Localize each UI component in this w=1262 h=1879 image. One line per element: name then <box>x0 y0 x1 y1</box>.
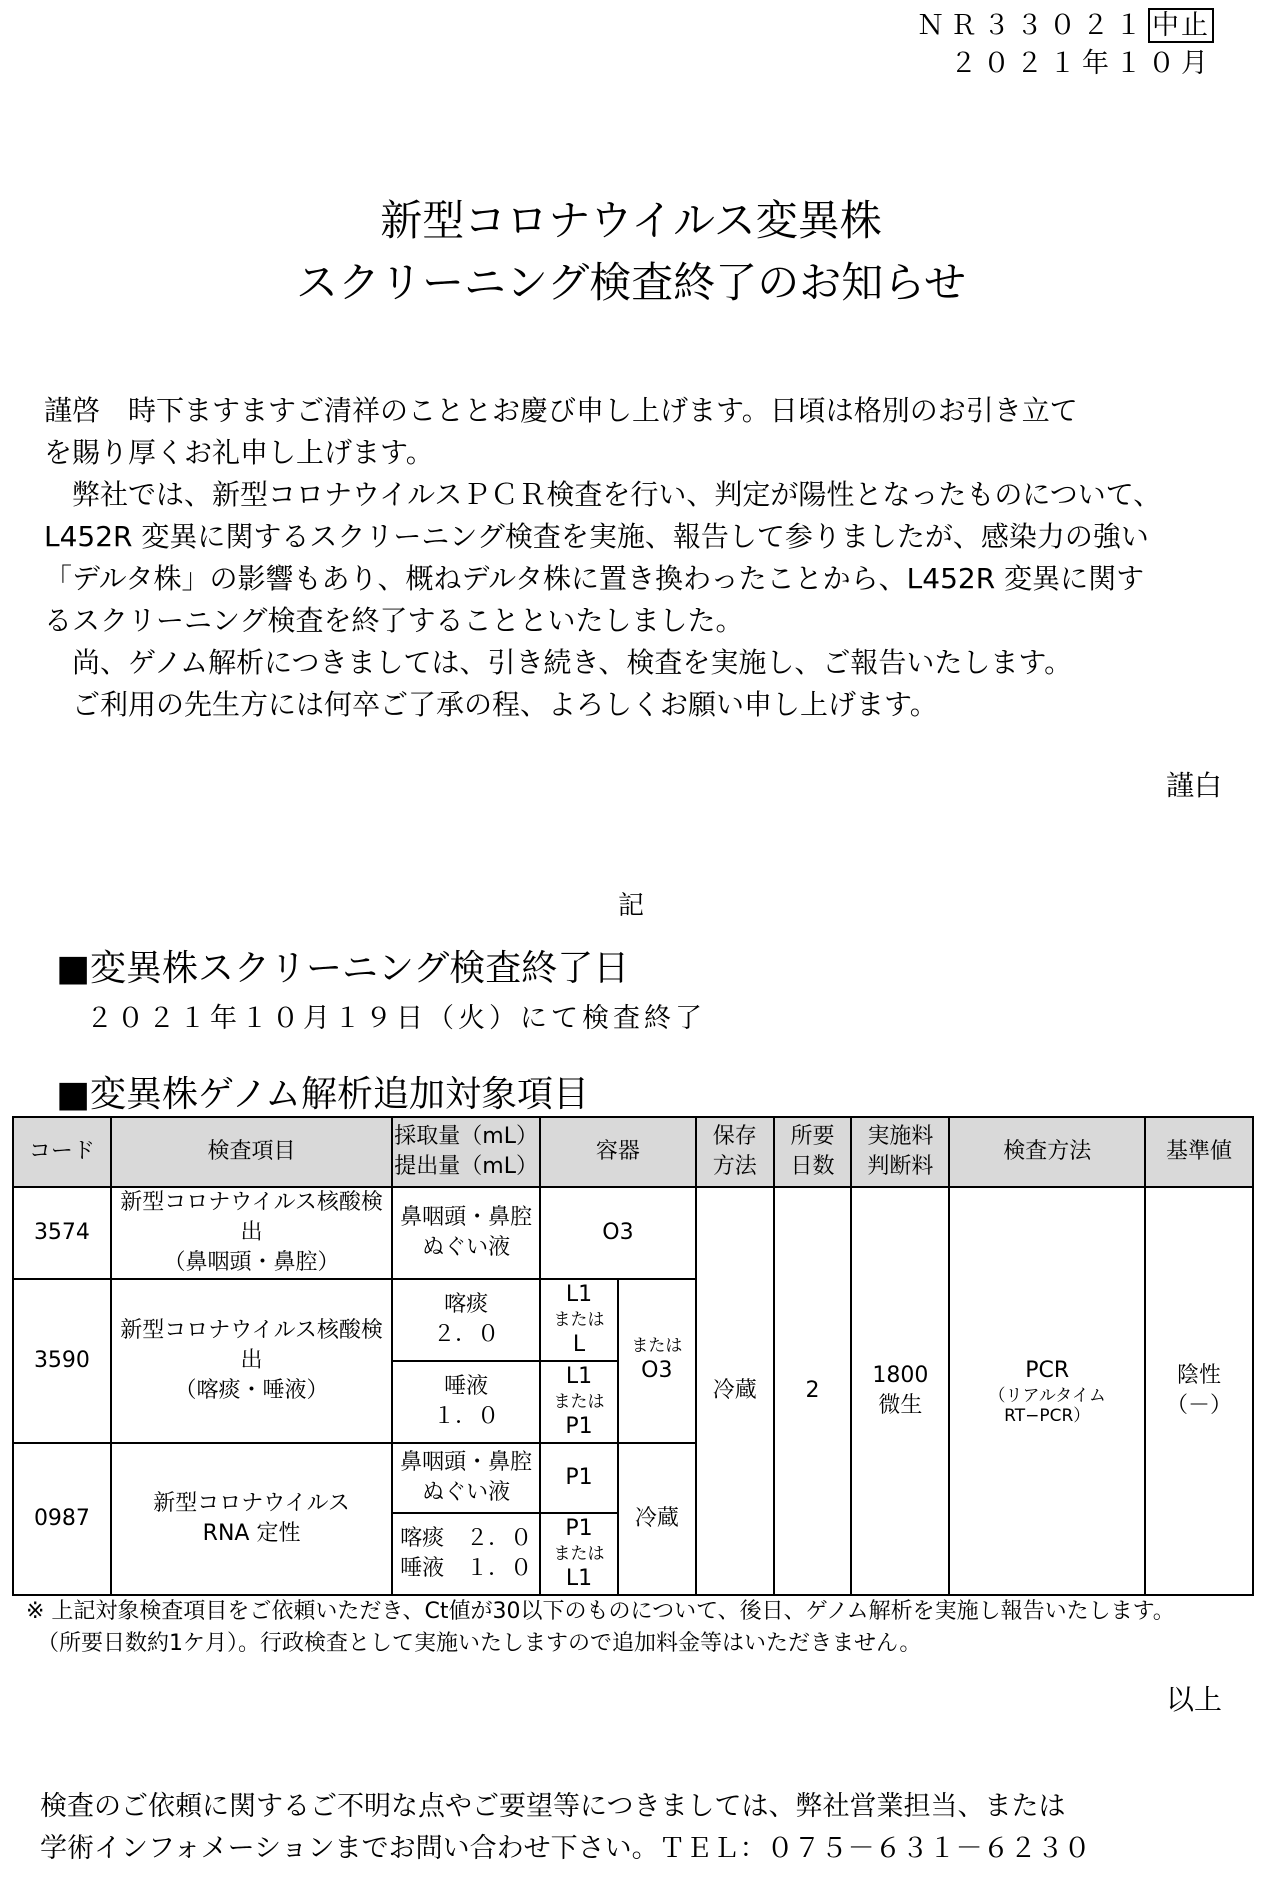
cell-code: 0987 <box>13 1443 111 1595</box>
body-line: 尚、ゲノム解析につきましては、引き続き、検査を実施し、ご報告いたします。 <box>44 646 1073 679</box>
container-or: または <box>553 1392 605 1412</box>
cell-item <box>111 1279 392 1443</box>
closing-ijo: 以上 <box>1165 1683 1222 1716</box>
container-line: L <box>572 1332 586 1357</box>
note-line: ※ 上記対象検査項目をご依頼いただき、Ct値が30以下のものについて、後日、ゲノム解析を実施し報告いたします。 <box>26 1599 1175 1624</box>
section1-heading: ■変異株スクリーニング検査終了日 <box>56 948 630 989</box>
container-line: L1 <box>565 1566 593 1591</box>
header-fee <box>851 1117 949 1187</box>
cell-volume <box>392 1513 540 1595</box>
status-box: 中止 <box>1148 8 1214 43</box>
footnote <box>26 1596 1256 1660</box>
volume-line: ぬぐい液 <box>422 1480 511 1505</box>
fee-line: 微生 <box>878 1393 923 1418</box>
volume-line: 鼻咽頭・鼻腔 <box>400 1450 533 1475</box>
container-or: または <box>553 1544 605 1564</box>
volume-line: 喀痰 <box>444 1292 489 1317</box>
fee-line: 1800 <box>872 1363 929 1388</box>
cell-volume <box>392 1187 540 1279</box>
volume-line: ２．０ <box>433 1322 500 1347</box>
item-line: RNA 定性 <box>202 1521 301 1546</box>
end-date: ２０２１年１０月１９日（火）にて検査終了 <box>86 1003 706 1034</box>
header-storage <box>696 1117 774 1187</box>
cell-container: P1 <box>540 1443 618 1513</box>
cell-volume <box>392 1279 540 1361</box>
body-line: 「デルタ株」の影響もあり、概ねデルタ株に置き換わったことから、L452R 変異に関す <box>44 562 1145 595</box>
item-line: （鼻咽頭・鼻腔） <box>163 1250 340 1275</box>
volume-line: ぬぐい液 <box>422 1235 511 1260</box>
header-method: 検査方法 <box>949 1117 1145 1187</box>
header-days-1: 所要 <box>790 1124 835 1149</box>
header-storage-1: 保存 <box>712 1124 757 1149</box>
ref-line: 陰性 <box>1177 1363 1222 1388</box>
item-line: （喀痰・唾液） <box>174 1378 329 1403</box>
volume-line: 唾液 <box>444 1374 489 1399</box>
cell-code: 3590 <box>13 1279 111 1443</box>
page-title <box>0 190 1262 314</box>
target-items-table <box>12 1116 1254 1596</box>
container-line: P1 <box>565 1516 593 1541</box>
document-number <box>917 8 1214 44</box>
cell-container <box>540 1279 618 1361</box>
ki-mark: 記 <box>617 891 644 921</box>
body-line: ご利用の先生方には何卒ご了承の程、よろしくお願い申し上げます。 <box>44 688 938 721</box>
header-item: 検査項目 <box>111 1117 392 1187</box>
volume-line: １．０ <box>433 1404 500 1429</box>
cell-item <box>111 1187 392 1279</box>
table-row <box>13 1187 1253 1279</box>
letter-body <box>44 390 1244 726</box>
cell-container <box>540 1361 618 1443</box>
cell-container-alt <box>618 1279 696 1443</box>
footer-line: 検査のご依頼に関するご不明な点やご要望等につきましては、弊社営業担当、または <box>40 1791 1066 1822</box>
body-line: るスクリーニング検査を終了することといたしました。 <box>44 604 744 637</box>
cell-code: 3574 <box>13 1187 111 1279</box>
header-fee-1: 実施料 <box>867 1124 934 1149</box>
body-line: L452R 変異に関するスクリーニング検査を実施、報告して参りましたが、感染力の強い <box>44 520 1149 553</box>
header-code: コード <box>13 1117 111 1187</box>
container-or: または <box>631 1336 683 1356</box>
cell-container: O3 <box>540 1187 696 1279</box>
cell-days-shared: 2 <box>774 1187 852 1595</box>
item-line: 新型コロナウイルス <box>153 1491 350 1516</box>
header-volume-2: 提出量（mL） <box>394 1154 538 1179</box>
header-volume <box>392 1117 540 1187</box>
cell-volume <box>392 1361 540 1443</box>
container-or: または <box>553 1310 605 1330</box>
cell-item <box>111 1443 392 1595</box>
cell-ref-shared <box>1145 1187 1253 1595</box>
section2-heading: ■変異株ゲノム解析追加対象項目 <box>56 1074 589 1115</box>
closing-keihaku: 謹白 <box>1165 769 1222 802</box>
volume-line: 唾液 １．０ <box>400 1556 533 1581</box>
ref-line: （－） <box>1166 1393 1233 1418</box>
body-line: を賜り厚くお礼申し上げます。 <box>44 436 434 469</box>
volume-line: 鼻咽頭・鼻腔 <box>400 1205 533 1230</box>
header-volume-1: 採取量（mL） <box>394 1124 538 1149</box>
item-line: 新型コロナウイルス核酸検出 <box>120 1190 383 1245</box>
footer-line: 学術インフォメーションまでお問い合わせ下さい。ＴＥＬ：０７５－６３１－６２３０ <box>40 1833 1091 1864</box>
header-container: 容器 <box>540 1117 696 1187</box>
item-line: 新型コロナウイルス核酸検出 <box>120 1318 383 1373</box>
volume-line: 喀痰 ２．０ <box>400 1526 533 1551</box>
header-fee-2: 判断料 <box>867 1154 934 1179</box>
container-line: L1 <box>565 1282 593 1307</box>
document-date: ２０２１年１０月 <box>950 48 1214 79</box>
header-ref: 基準値 <box>1145 1117 1253 1187</box>
doc-number-text: ＮＲ３３０２１ <box>917 10 1148 41</box>
container-line: L1 <box>565 1364 593 1389</box>
cell-container <box>540 1513 618 1595</box>
title-line-2: スクリーニング検査終了のお知らせ <box>296 258 966 307</box>
cell-volume <box>392 1443 540 1513</box>
contact-footer <box>40 1786 1091 1870</box>
header-days-2: 日数 <box>790 1154 835 1179</box>
method-line: （リアルタイム RT−PCR） <box>988 1386 1106 1426</box>
cell-fee-shared <box>851 1187 949 1595</box>
note-line: （所要日数約1ケ月）。行政検査として実施いたしますので追加料金等はいただきません。 <box>26 1631 922 1656</box>
title-line-1: 新型コロナウイルス変異株 <box>380 196 882 245</box>
cell-storage-local: 冷蔵 <box>618 1443 696 1595</box>
header-days <box>774 1117 852 1187</box>
cell-method-shared <box>949 1187 1145 1595</box>
method-line: PCR <box>1025 1358 1070 1383</box>
container-line: P1 <box>565 1414 593 1439</box>
header-storage-2: 方法 <box>712 1154 757 1179</box>
cell-storage-shared: 冷蔵 <box>696 1187 774 1595</box>
body-line: 謹啓 時下ますますご清祥のこととお慶び申し上げます。日頃は格別のお引き立て <box>44 394 1078 427</box>
body-line: 弊社では、新型コロナウイルスＰＣＲ検査を行い、判定が陽性となったものについて、 <box>44 478 1162 511</box>
container-line: O3 <box>641 1358 673 1383</box>
